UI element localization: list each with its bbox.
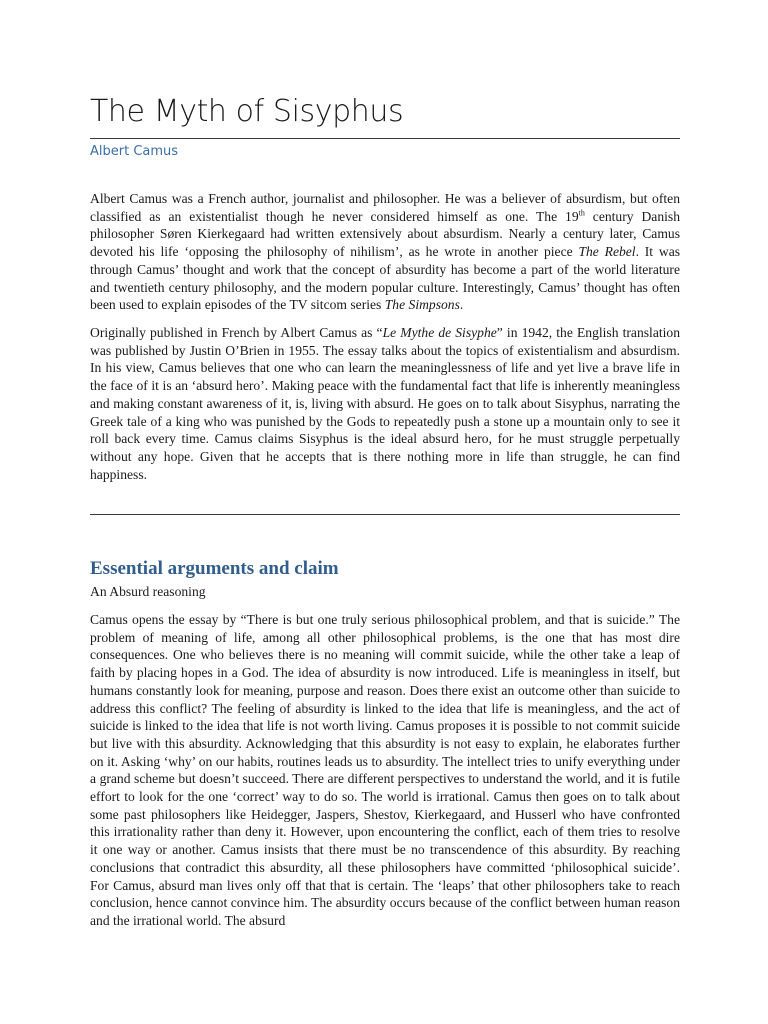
document-author: Albert Camus	[90, 144, 179, 159]
section-subheading: An Absurd reasoning	[90, 584, 206, 599]
p1-text-b: century Danish philosopher Søren Kierkegaard had written extensively about absurdism. Nearly a century later, Camus devoted his life ‘opposing the philosophy of nihilism’, as he wrote in another piece	[90, 208, 680, 260]
title-divider	[90, 138, 680, 139]
section-heading: Essential arguments and claim	[90, 558, 339, 579]
document-title: The Myth of Sisyphus	[90, 94, 404, 129]
section-paragraph: Camus opens the essay by “There is but one truly serious philosophical problem, and that is suicide.” The problem of meaning of life, among all other philosophical problems, is the one that has most dire consequences. One who believes there is no meaning will commit suicide, while the other take a leap of faith by placing hopes in a God. The idea of absurdity is now introduced. Life is meaningless in itself, but humans constantly look for meaning, purpose and reason. Does there exist an outcome other than suicide to address this conflict? The feeling of absurdity is linked to the idea that life is meaningless, and the act of suicide is linked to the idea that life is not worth living. Camus proposes it is possible to not commit suicide but live with this absurdity. Acknowledging that this absurdity is not easy to explain, he elaborates further on it. Asking ‘why’ on our habits, routines leads us to absurdity. The intellect tries to unify everything under a grand scheme but doesn’t succeed. There are different perspectives to understand the world, and it is futile effort to look for the one ‘correct’ way to do so. The world is irrational. Camus then goes on to talk about some past philosophers like Heidegger, Jaspers, Shestov, Kierkegaard, and Husserl who have confronted this irrationality rather than deny it. However, upon encountering the conflict, each of them tries to resolve it one way or another. Camus insists that there must be no transcendence of this absurdity. By reaching conclusions that contradict this absurdity, all these philosophers have committed ‘philosophical suicide’. For Camus, absurd man lives only off that that is certain. The ‘leaps’ that other philosophers take to reach conclusion, hence cannot convince him. The absurdity occurs because of the conflict between human reason and the irrational world. The absurd	[90, 612, 680, 928]
p1-text-a: Albert Camus was a French author, journalist and philosopher. He was a believer of absurdism, but often classified as an existentialist though he never considered himself as one. The 19	[90, 191, 680, 224]
section-divider	[90, 514, 680, 515]
p2-text-b: ” in 1942, the English translation was published by Justin O’Brien in 1955. The essay talks about the topics of existentialism and absurdism. In his view, Camus believes that one who can learn the meaninglessness of life and yet live a brave life in the face of it is an ‘absurd hero’. Making peace with the fundamental fact that life is inherently meaningless and making constant awareness of it, is, living with absurd. He goes on to talk about Sisyphus, narrating the Greek tale of a king who was punished by the Gods to repeatedly push a stone up a mountain only to see it roll back every time. Camus claims Sisyphus is the ideal absurd hero, for he must struggle perpetually without any hope. Given that he accepts that is there nothing more in life than struggle, he can find happiness.	[90, 325, 681, 482]
intro-paragraph-2	[90, 324, 680, 483]
p1-text-d: .	[459, 297, 464, 313]
p2-text-a: Originally published in French by Albert Camus as “	[90, 325, 383, 340]
p1-title-the-rebel: The Rebel	[578, 244, 636, 260]
p1-title-the-simpsons: The Simpsons	[384, 297, 460, 313]
p2-title-le-mythe: Le Mythe de Sisyphe	[382, 325, 497, 340]
p1-text-c: . It was through Camus’ thought and work that the concept of absurdity has become a part of the world literature and twentieth century philosophy, and the modern popular culture. Interestingly, Camus’ thought has often been used to explain episodes of the TV sitcom series	[90, 244, 681, 313]
intro-paragraph-1	[90, 190, 680, 314]
p1-superscript: th	[578, 208, 585, 218]
